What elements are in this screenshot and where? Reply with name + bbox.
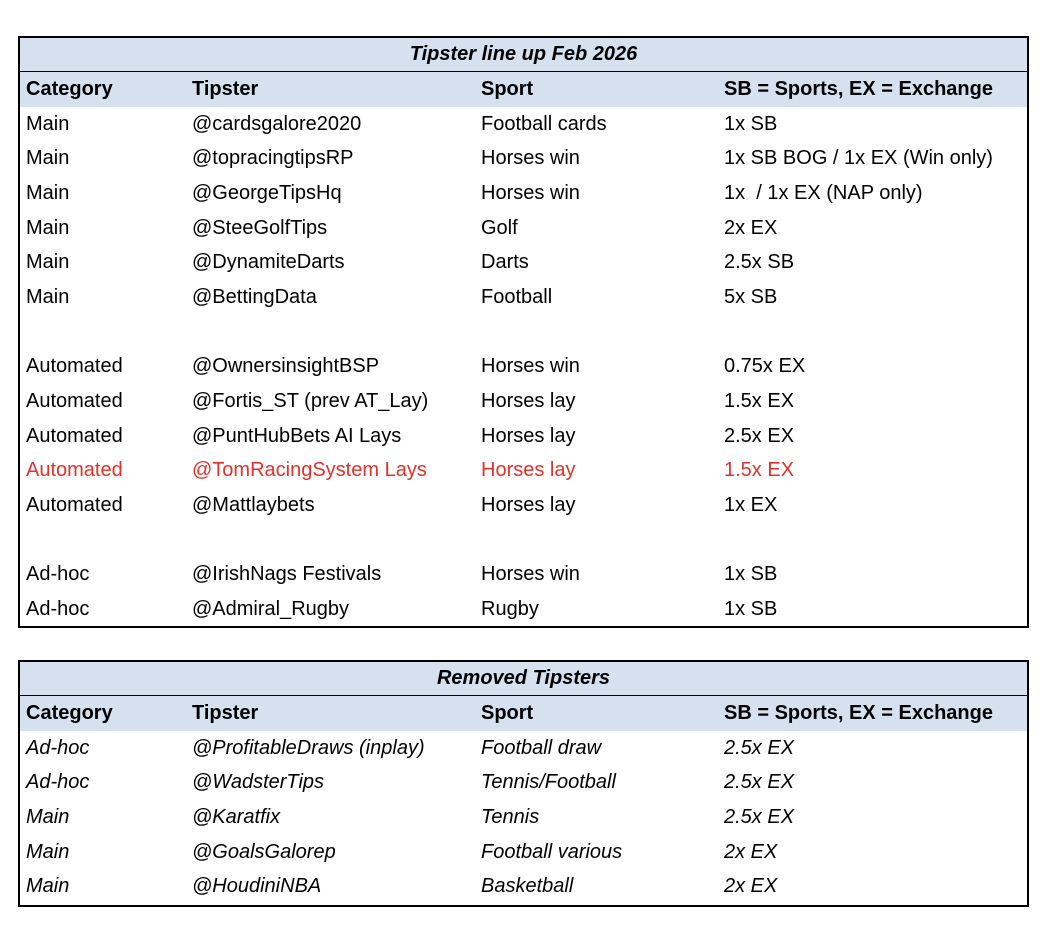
table-row — [20, 107, 1027, 142]
header-sport: Sport — [481, 701, 534, 724]
cell-category: Automated — [26, 390, 123, 413]
cell-tipster: @OwnersinsightBSP — [192, 355, 380, 378]
cell-category: Main — [26, 840, 70, 863]
cell-sport: Horses lay — [481, 424, 576, 447]
highlighted-table-row — [20, 454, 1027, 489]
header-category: Category — [26, 77, 113, 100]
cell-sport: Football various — [481, 840, 623, 863]
cell-stake: 0.75x EX — [724, 355, 806, 378]
cell-category: Main — [26, 875, 70, 898]
header-stake: SB = Sports, EX = Exchange — [724, 77, 993, 100]
table-row — [20, 280, 1027, 315]
blank-row — [20, 315, 1027, 350]
cell-sport: Horses lay — [481, 390, 576, 413]
cell-tipster: @topracingtipsRP — [192, 147, 354, 170]
header-tipster: Tipster — [192, 77, 259, 100]
removed-tipsters-table — [18, 660, 1029, 907]
cell-tipster: @Karatfix — [192, 805, 281, 828]
cell-stake: 2.5x EX — [724, 805, 795, 828]
cell-stake: 1x EX — [724, 494, 778, 517]
cell-stake: 1x SB — [724, 598, 778, 621]
cell-category: Automated — [26, 424, 123, 447]
cell-tipster: @GoalsGalorep — [192, 840, 336, 863]
cell-sport: Tennis — [481, 805, 540, 828]
cell-category: Main — [26, 216, 70, 239]
cell-sport: Football — [481, 285, 553, 308]
tipster-lineup-table — [18, 36, 1029, 628]
table-row — [20, 176, 1027, 211]
table-row — [20, 245, 1027, 280]
cell-sport: Golf — [481, 216, 518, 239]
cell-tipster: @Fortis_ST (prev AT_Lay) — [192, 390, 429, 413]
cell-tipster: @BettingData — [192, 285, 317, 308]
removed-table-row — [20, 835, 1027, 870]
cell-category: Automated — [26, 355, 123, 378]
cell-stake: 1.5x EX — [724, 390, 795, 413]
cell-category: Automated — [26, 494, 123, 517]
table-title: Tipster line up Feb 2026 — [20, 36, 1027, 72]
blank-row — [20, 523, 1027, 558]
header-sport: Sport — [481, 77, 534, 100]
cell-category: Ad-hoc — [26, 736, 90, 759]
table-row — [20, 384, 1027, 419]
header-category: Category — [26, 701, 113, 724]
table-row — [20, 211, 1027, 246]
cell-stake: 1x SB — [724, 563, 778, 586]
cell-category: Main — [26, 147, 70, 170]
table-row — [20, 350, 1027, 385]
cell-tipster: @DynamiteDarts — [192, 251, 345, 274]
cell-category: Ad-hoc — [26, 563, 90, 586]
cell-tipster: @ProfitableDraws (inplay) — [192, 736, 425, 759]
cell-tipster: @IrishNags Festivals — [192, 563, 382, 586]
removed-table-row — [20, 731, 1027, 766]
cell-sport: Darts — [481, 251, 529, 274]
header-tipster: Tipster — [192, 701, 259, 724]
table-row — [20, 558, 1027, 593]
cell-stake: 1x SB — [724, 112, 778, 135]
cell-category: Ad-hoc — [26, 598, 90, 621]
header-stake: SB = Sports, EX = Exchange — [724, 701, 993, 724]
cell-tipster: @WadsterTips — [192, 771, 325, 794]
cell-tipster: @GeorgeTipsHq — [192, 181, 342, 204]
table-row — [20, 488, 1027, 523]
cell-tipster: @PuntHubBets AI Lays — [192, 424, 402, 447]
cell-stake: 1x / 1x EX (NAP only) — [724, 181, 923, 204]
table-row — [20, 419, 1027, 454]
cell-sport: Rugby — [481, 598, 539, 621]
cell-stake: 1x SB BOG / 1x EX (Win only) — [724, 147, 993, 170]
cell-stake: 2.5x EX — [724, 736, 795, 759]
cell-sport: Horses win — [481, 563, 580, 586]
cell-stake: 5x SB — [724, 285, 778, 308]
cell-category: Ad-hoc — [26, 771, 90, 794]
cell-sport: Football draw — [481, 736, 602, 759]
cell-category: Main — [26, 112, 70, 135]
cell-sport: Football cards — [481, 112, 607, 135]
cell-sport: Horses lay — [481, 459, 576, 482]
header-row — [20, 696, 1027, 731]
cell-sport: Horses win — [481, 355, 580, 378]
cell-category: Main — [26, 181, 70, 204]
cell-tipster: @HoudiniNBA — [192, 875, 322, 898]
cell-category: Main — [26, 285, 70, 308]
cell-sport: Horses win — [481, 147, 580, 170]
removed-table-row — [20, 869, 1027, 904]
cell-tipster: @SteeGolfTips — [192, 216, 328, 239]
cell-stake: 2.5x SB — [724, 251, 795, 274]
cell-sport: Horses win — [481, 181, 580, 204]
cell-stake: 2x EX — [724, 216, 778, 239]
cell-category: Main — [26, 805, 70, 828]
header-row — [20, 72, 1027, 107]
removed-table-row — [20, 800, 1027, 835]
cell-tipster: @cardsgalore2020 — [192, 112, 362, 135]
cell-stake: 2x EX — [724, 875, 778, 898]
cell-sport: Tennis/Football — [481, 771, 616, 794]
cell-stake: 2x EX — [724, 840, 778, 863]
cell-category: Automated — [26, 459, 123, 482]
cell-tipster: @TomRacingSystem Lays — [192, 459, 427, 482]
table-title: Removed Tipsters — [20, 660, 1027, 696]
cell-stake: 2.5x EX — [724, 424, 795, 447]
cell-tipster: @Admiral_Rugby — [192, 598, 350, 621]
cell-sport: Horses lay — [481, 494, 576, 517]
table-row — [20, 141, 1027, 176]
cell-sport: Basketball — [481, 875, 574, 898]
cell-stake: 1.5x EX — [724, 459, 795, 482]
removed-table-row — [20, 765, 1027, 800]
table-row — [20, 592, 1027, 627]
cell-tipster: @Mattlaybets — [192, 494, 315, 517]
cell-category: Main — [26, 251, 70, 274]
cell-stake: 2.5x EX — [724, 771, 795, 794]
